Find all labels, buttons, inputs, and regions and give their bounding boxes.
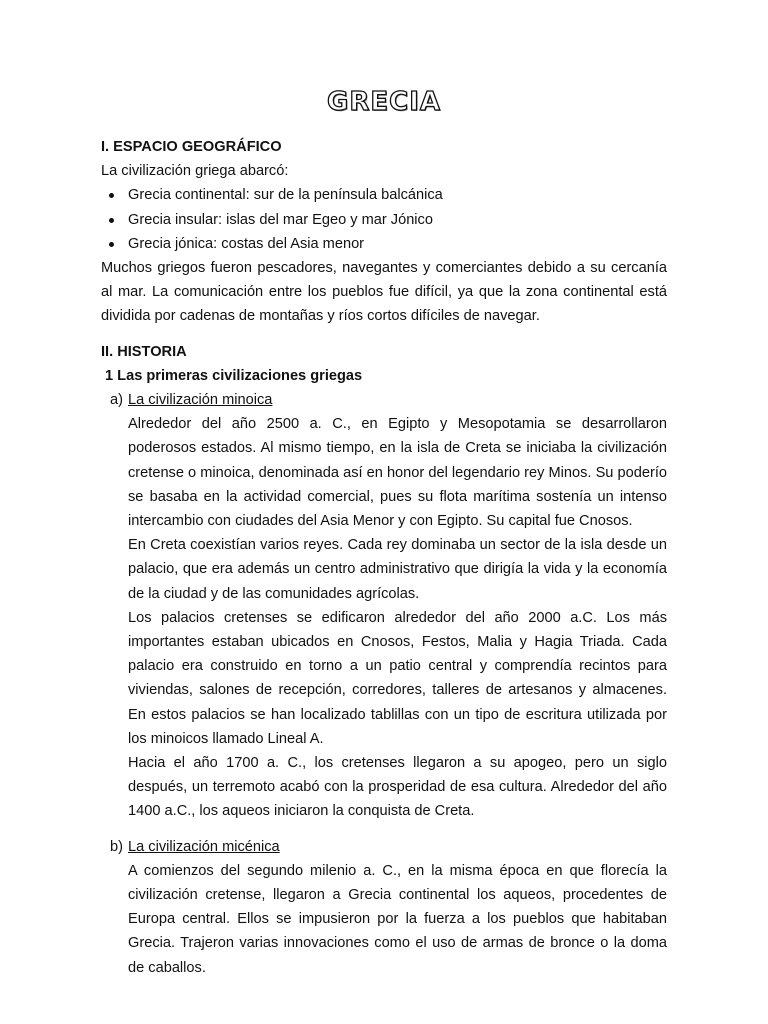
paragraph: Los palacios cretenses se edificaron alrededor del año 2000 a.C. Los más importantes estaban ubicados en Cnosos, Festos, Malia y Hagia Triada. Cada palacio era construido en torno a un patio central y comprendía recintos para viviendas, salones de recepción, corredores, talleres de artesanos y almacenes. En estos palacios se han localizado tablillas con un tipo de escritura utilizada por los minoicos llamado Lineal A. xyxy=(128,609,667,747)
item-marker: b) xyxy=(110,838,123,855)
item-heading-minoan xyxy=(101,388,667,412)
paragraph: En Creta coexistían varios reyes. Cada rey dominaba un sector de la isla desde un palacio, que era además un centro administrativo que dirigía la vida y la economía de la ciudad y de las comunidades agrícolas. xyxy=(128,537,667,602)
bullet-item: Grecia insular: islas del mar Egeo y mar Jónico xyxy=(101,208,667,232)
paragraph: Hacia el año 1700 a. C., los cretenses llegaron a su apogeo, pero un siglo después, un terremoto acabó con la prosperidad de esa cultura. Alrededor del año 1400 a.C., los aqueos iniciaron la conquista de Creta. xyxy=(128,754,667,820)
mycenaean-text xyxy=(128,859,667,980)
region-bullet-list xyxy=(101,183,667,256)
bullet-item: Grecia jónica: costas del Asia menor xyxy=(101,232,667,256)
minoan-text xyxy=(128,412,667,823)
paragraph: A comienzos del segundo milenio a. C., en la misma época en que florecía la civilización cretense, llegaron a Grecia continental los aqueos, procedentes de Europa central. Ellos se impusieron por la fuerza a los pueblos que habitaban Grecia. Trajeron varias innovaciones como el uso de armas de bronce o la doma de caballos. xyxy=(128,862,667,976)
document-title: GRECIA xyxy=(327,87,441,117)
geography-paragraph-block xyxy=(101,256,667,329)
geography-paragraph: Muchos griegos fueron pescadores, navegantes y comerciantes debido a su cercanía al mar. La comunicación entre los pueblos fue difícil, ya que la zona continental está dividida por cadenas de montañas y ríos cortos difíciles de navegar. xyxy=(101,259,667,325)
paragraph: Alrededor del año 2500 a. C., en Egipto y Mesopotamia se desarrollaron poderosos estados. Al mismo tiempo, en la isla de Creta se iniciaba la civilización cretense o minoica, denominada así en honor del legendario rey Minos. Su poderío se basaba en la actividad comercial, pues su flota marítima sostenía un intenso intercambio con ciudades del Asia Menor y con Egipto. Su capital fue Cnosos. xyxy=(128,416,667,529)
subsection-heading: 1 Las primeras civilizaciones griegas xyxy=(105,367,363,384)
bullet-item: Grecia continental: sur de la península balcánica xyxy=(101,183,667,207)
section-heading-geography: I. ESPACIO GEOGRÁFICO xyxy=(101,139,282,155)
item-title: La civilización minoica xyxy=(128,391,273,408)
section-heading-history: II. HISTORIA xyxy=(101,343,187,360)
document-body xyxy=(101,135,667,980)
item-title: La civilización micénica xyxy=(128,838,280,855)
item-marker: a) xyxy=(110,391,123,408)
item-heading-mycenaean xyxy=(101,835,667,859)
section-intro: La civilización griega abarcó: xyxy=(101,163,289,180)
